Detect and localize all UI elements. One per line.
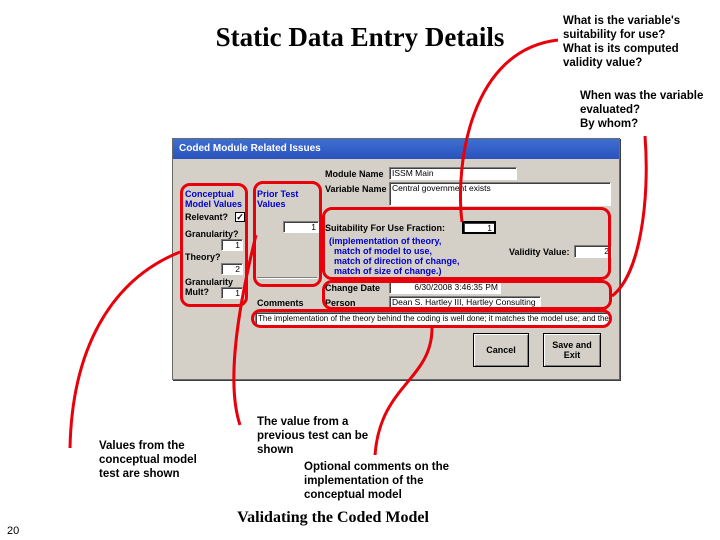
annotation-comments: Optional comments on the implementation of the conceptual model [304,461,450,501]
change-date-label: Change Date [325,283,381,293]
annotation-prior-test: The value from a previous test can be shown [257,416,369,456]
callout-conceptual [70,252,180,448]
granularity-field[interactable]: 1 [221,239,243,251]
relevant-checkbox[interactable]: ✓ [236,212,244,222]
granularity-mult-label: Granularity Mult? [185,277,234,297]
comments-field[interactable]: The implementation of the theory behind the coding is well done; it matches the model use; and the [255,312,611,325]
suitability-label: Suitability For Use Fraction: [325,223,446,233]
callout-suitability [460,40,558,222]
variable-name-field[interactable]: Central government exists [389,182,611,206]
module-name-field[interactable]: ISSM Main [389,167,517,180]
variable-name-label: Variable Name [325,184,387,194]
suitability-note: (implementation of theory, match of model to use, match of direction of change, match of size of change.) [329,236,460,276]
slide-footer: Validating the Coded Model [237,509,429,526]
save-exit-button[interactable]: Save and Exit [543,333,601,367]
prior-test-field[interactable]: 1 [283,221,319,233]
module-name-label: Module Name [325,169,384,179]
comments-label: Comments [257,298,304,308]
suitability-field[interactable]: 1 [462,221,496,234]
person-field[interactable]: Dean S. Hartley III, Hartley Consulting [389,296,541,309]
dialog-title: Coded Module Related Issues [179,143,321,154]
annotation-suitability: What is the variable's suitability for use? What is its computed validity value? [563,15,681,69]
annotation-evaluated: When was the variable evaluated? By whom? [580,90,704,130]
callout-comments [375,328,432,455]
prior-test-header: Prior Test Values [257,189,299,209]
theory-field[interactable]: 2 [221,263,243,275]
callout-prior-test [234,235,256,425]
relevant-label: Relevant? [185,212,229,222]
conceptual-model-header: Conceptual Model Values [185,189,243,209]
theory-label: Theory? [185,252,221,262]
cancel-button[interactable]: Cancel [473,333,529,367]
change-date-field[interactable]: 6/30/2008 3:46:35 PM [389,281,501,294]
slide-title: Static Data Entry Details [215,22,505,52]
annotation-conceptual: Values from the conceptual model test are shown [99,440,197,480]
validity-label: Validity Value: [509,247,570,257]
granularity-label: Granularity? [185,229,239,239]
page-number: 20 [7,525,20,537]
validity-field[interactable]: 2 [574,245,612,258]
person-label: Person [325,298,356,308]
callout-evaluated [612,136,646,296]
granularity-mult-field[interactable]: 1 [221,287,243,299]
